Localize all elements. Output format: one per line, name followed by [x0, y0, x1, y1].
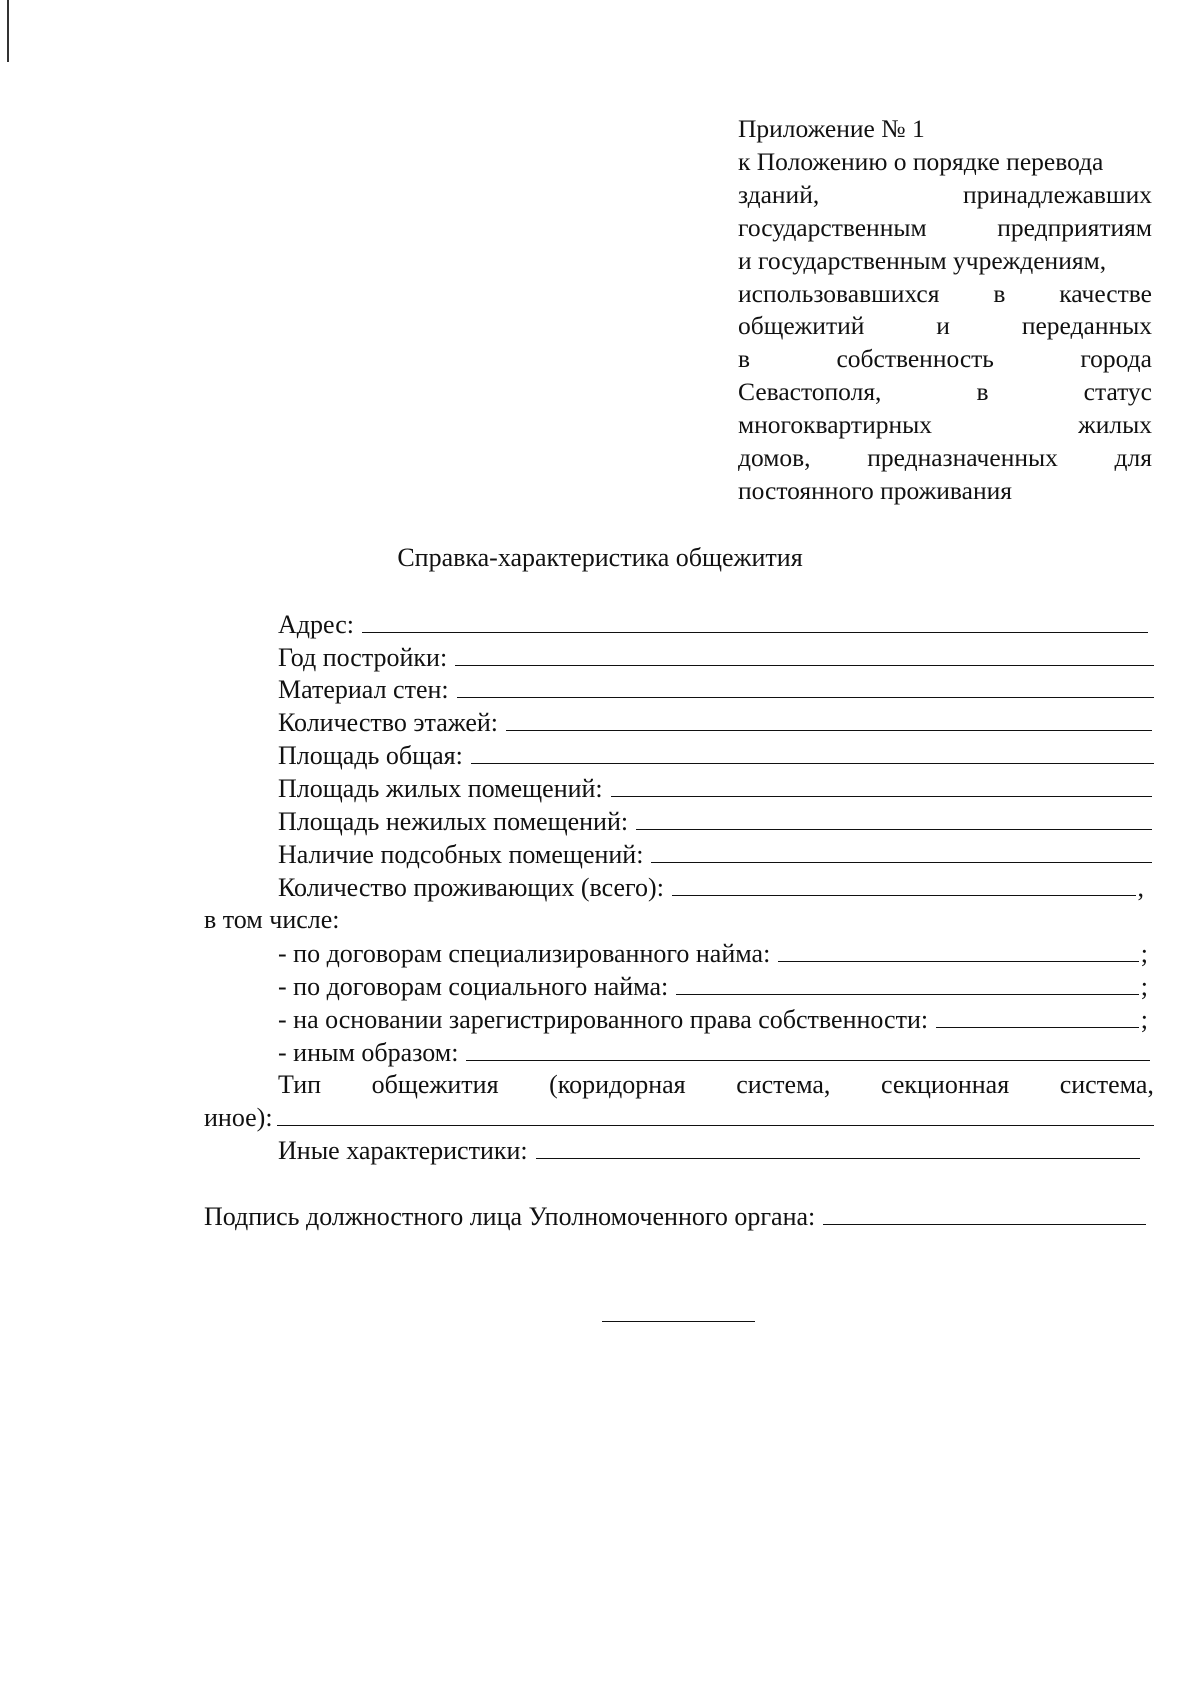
area-total-field[interactable]	[471, 739, 1154, 764]
appendix-line: к Положению о порядке перевода	[738, 146, 1104, 176]
appendix-word: в	[993, 278, 1006, 308]
other-way-label: - иным образом:	[278, 1038, 459, 1067]
appendix-word: переданных	[1021, 311, 1152, 341]
appendix-word: предназначенных	[867, 443, 1058, 473]
appendix-word: использовавшихся	[738, 278, 940, 308]
dorm-type-heading	[278, 1069, 1154, 1101]
semicolon: ;	[1140, 939, 1148, 968]
semicolon: ;	[1140, 972, 1148, 1001]
address-label: Адрес:	[278, 610, 354, 639]
appendix-line	[738, 442, 1152, 475]
appendix-word: домов,	[738, 443, 811, 473]
auxiliary-row	[278, 838, 1152, 871]
address-field[interactable]	[362, 608, 1148, 633]
scan-edge-mark	[7, 0, 9, 62]
dorm-type-label: иное):	[204, 1103, 273, 1132]
end-of-document-rule	[602, 1321, 755, 1322]
appendix-word: Севастополя,	[738, 377, 882, 407]
other-way-field[interactable]	[466, 1036, 1150, 1061]
dorm-type-word: (коридорная	[549, 1070, 686, 1099]
social-lease-field[interactable]	[676, 970, 1139, 995]
wall-material-field[interactable]	[457, 673, 1154, 698]
dorm-type-word: Тип	[278, 1070, 322, 1099]
other-characteristics-label: Иные характеристики:	[278, 1136, 528, 1165]
appendix-line	[738, 343, 1152, 376]
appendix-word: жилых	[1078, 410, 1152, 440]
ownership-field[interactable]	[936, 1003, 1139, 1028]
area-total-label: Площадь общая:	[278, 741, 463, 770]
auxiliary-field[interactable]	[651, 838, 1152, 863]
special-lease-row	[278, 937, 1148, 970]
dorm-type-row	[204, 1101, 1154, 1134]
appendix-line	[738, 179, 1152, 212]
floors-label: Количество этажей:	[278, 708, 499, 737]
address-row	[278, 608, 1148, 641]
appendix-line	[738, 409, 1152, 442]
auxiliary-label: Наличие подсобных помещений:	[278, 840, 644, 869]
appendix-word: принадлежавших	[962, 179, 1152, 209]
appendix-word: общежитий	[738, 311, 865, 341]
area-living-label: Площадь жилых помещений:	[278, 774, 603, 803]
residents-total-row	[278, 871, 1144, 904]
signature-label: Подпись должностного лица Уполномоченного органа:	[204, 1202, 816, 1231]
comma: ,	[1137, 873, 1144, 902]
appendix-word: качестве	[1059, 278, 1152, 308]
appendix-word: для	[1114, 443, 1152, 473]
appendix-word: статус	[1083, 377, 1152, 407]
year-built-label: Год постройки:	[278, 643, 448, 672]
appendix-word: многоквартирных	[738, 410, 933, 440]
signature-row	[204, 1200, 1146, 1233]
dorm-type-word: система,	[1059, 1070, 1154, 1099]
area-living-field[interactable]	[611, 772, 1152, 797]
appendix-line	[738, 310, 1152, 343]
appendix-word: собственность	[836, 344, 994, 374]
area-nonliving-label: Площадь нежилых помещений:	[278, 807, 629, 836]
floors-row	[278, 706, 1152, 739]
dorm-type-word: секционная	[880, 1070, 1010, 1099]
wall-material-row	[278, 673, 1154, 706]
including-label: в том числе:	[204, 905, 340, 934]
dorm-type-word: общежития	[371, 1070, 499, 1099]
appendix-line: и государственным учреждениям,	[738, 245, 1107, 275]
appendix-line: Приложение № 1	[738, 114, 925, 143]
appendix-line	[738, 278, 1152, 311]
ownership-label: - на основании зарегистрированного права собственности:	[278, 1005, 929, 1034]
year-built-row	[278, 641, 1154, 674]
social-lease-row	[278, 970, 1148, 1003]
dorm-type-word: система,	[736, 1070, 831, 1099]
special-lease-label: - по договорам специализированного найма:	[278, 939, 771, 968]
floors-field[interactable]	[506, 706, 1152, 731]
year-built-field[interactable]	[455, 641, 1154, 666]
other-characteristics-row	[278, 1134, 1140, 1167]
wall-material-label: Материал стен:	[278, 675, 449, 704]
social-lease-label: - по договорам социального найма:	[278, 972, 669, 1001]
area-nonliving-field[interactable]	[636, 805, 1152, 830]
area-nonliving-row	[278, 805, 1152, 838]
dorm-type-field[interactable]	[277, 1101, 1154, 1126]
residents-total-label: Количество проживающих (всего):	[278, 873, 664, 902]
signature-field[interactable]	[823, 1200, 1146, 1225]
other-way-row	[278, 1036, 1150, 1069]
appendix-header	[738, 113, 1152, 508]
appendix-word: государственным	[738, 212, 927, 242]
appendix-word: города	[1080, 344, 1152, 374]
appendix-word: предприятиям	[997, 212, 1152, 242]
other-characteristics-field[interactable]	[536, 1134, 1140, 1159]
special-lease-field[interactable]	[778, 937, 1138, 962]
appendix-line	[738, 376, 1152, 409]
ownership-row	[278, 1003, 1148, 1036]
appendix-word: в	[738, 344, 751, 374]
appendix-word: и	[936, 311, 950, 341]
appendix-line	[738, 212, 1152, 245]
document-title: Справка-характеристика общежития	[397, 543, 803, 572]
appendix-line: постоянного проживания	[738, 475, 1012, 505]
appendix-word: зданий,	[738, 179, 820, 209]
appendix-word: в	[976, 377, 989, 407]
residents-total-field[interactable]	[672, 871, 1136, 896]
area-living-row	[278, 772, 1152, 805]
area-total-row	[278, 739, 1154, 772]
semicolon: ;	[1140, 1005, 1148, 1034]
